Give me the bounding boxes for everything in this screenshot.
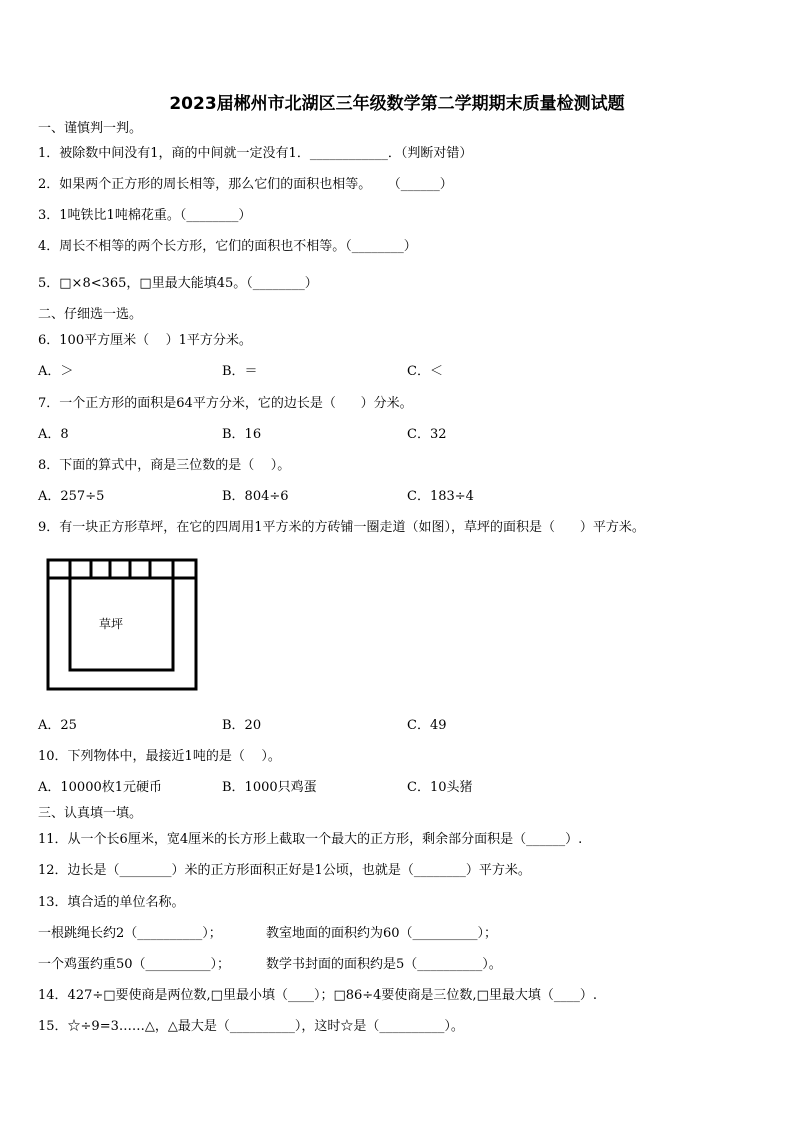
q9-option-a: A．25 xyxy=(38,718,77,733)
question-11: 11．从一个长6厘米，宽4厘米的长方形上截取一个最大的正方形，剩余部分面积是（______）. xyxy=(38,832,583,847)
question-8: 8．下面的算式中，商是三位数的是（ ）。 xyxy=(38,458,291,473)
page-title: 2023届郴州市北湖区三年级数学第二学期期末质量检测试题 xyxy=(169,94,625,114)
q13-item-egg: 一个鸡蛋约重50（__________）； xyxy=(38,957,231,972)
question-4: 4．周长不相等的两个长方形，它们的面积也不相等。（________） xyxy=(38,239,417,254)
section-heading-1: 一、谨慎判一判。 xyxy=(38,121,143,136)
q10-option-c: C．10头猪 xyxy=(407,780,473,795)
q6-option-c: C．＜ xyxy=(407,364,443,379)
q9-option-c: C．49 xyxy=(407,718,447,733)
question-6: 6．100平方厘米（ ）1平方分米。 xyxy=(38,333,252,348)
q13-item-book-cover: 数学书封面的面积约是5（__________）。 xyxy=(266,957,502,972)
q10-option-a: A．10000枚1元硬币 xyxy=(38,780,163,795)
q8-option-b: B．804÷6 xyxy=(222,489,289,504)
q6-option-a: A．＞ xyxy=(38,364,74,379)
question-7: 7．一个正方形的面积是64平方分米，它的边长是（ ）分米。 xyxy=(38,396,413,411)
q7-option-c: C．32 xyxy=(407,427,447,442)
q7-option-a: A．8 xyxy=(38,427,69,442)
question-3: 3．1吨铁比1吨棉花重。（________） xyxy=(38,208,252,223)
q13-item-classroom-floor: 教室地面的面积约为60（__________）； xyxy=(266,926,498,941)
section-heading-2: 二、仔细选一选。 xyxy=(38,307,143,322)
q7-option-b: B．16 xyxy=(222,427,262,442)
question-15: 15．☆÷9=3……△，△最大是（__________），这时☆是（__________）。 xyxy=(38,1019,464,1034)
question-13: 13．填合适的单位名称。 xyxy=(38,895,185,910)
q8-option-a: A．257÷5 xyxy=(38,489,105,504)
question-10: 10．下列物体中，最接近1吨的是（ ）。 xyxy=(38,749,281,764)
q8-option-c: C．183÷4 xyxy=(407,489,474,504)
question-1: 1．被除数中间没有1，商的中间就一定没有1．____________．（判断对错） xyxy=(38,146,473,161)
question-5: 5．□×8<365，□里最大能填45。（________） xyxy=(38,276,318,291)
question-2: 2．如果两个正方形的周长相等，那么它们的面积也相等。 （______） xyxy=(38,177,453,192)
lawn-walkway-figure xyxy=(44,556,200,694)
question-14: 14．427÷□要使商是两位数,□里最小填（____）；□86÷4要使商是三位数,□里最大填（____）. xyxy=(38,988,597,1003)
q9-option-b: B．20 xyxy=(222,718,262,733)
lawn-label: 草坪 xyxy=(99,617,124,631)
q13-item-jump-rope: 一根跳绳长约2（__________）； xyxy=(38,926,222,941)
q10-option-b: B．1000只鸡蛋 xyxy=(222,780,317,795)
question-12: 12．边长是（________）米的正方形面积正好是1公顷，也就是（________）平方米。 xyxy=(38,863,531,878)
q6-option-b: B．＝ xyxy=(222,364,258,379)
question-9: 9．有一块正方形草坪，在它的四周用1平方米的方砖铺一圈走道（如图），草坪的面积是（ ）平方米。 xyxy=(38,520,645,535)
section-heading-3: 三、认真填一填。 xyxy=(38,806,143,821)
